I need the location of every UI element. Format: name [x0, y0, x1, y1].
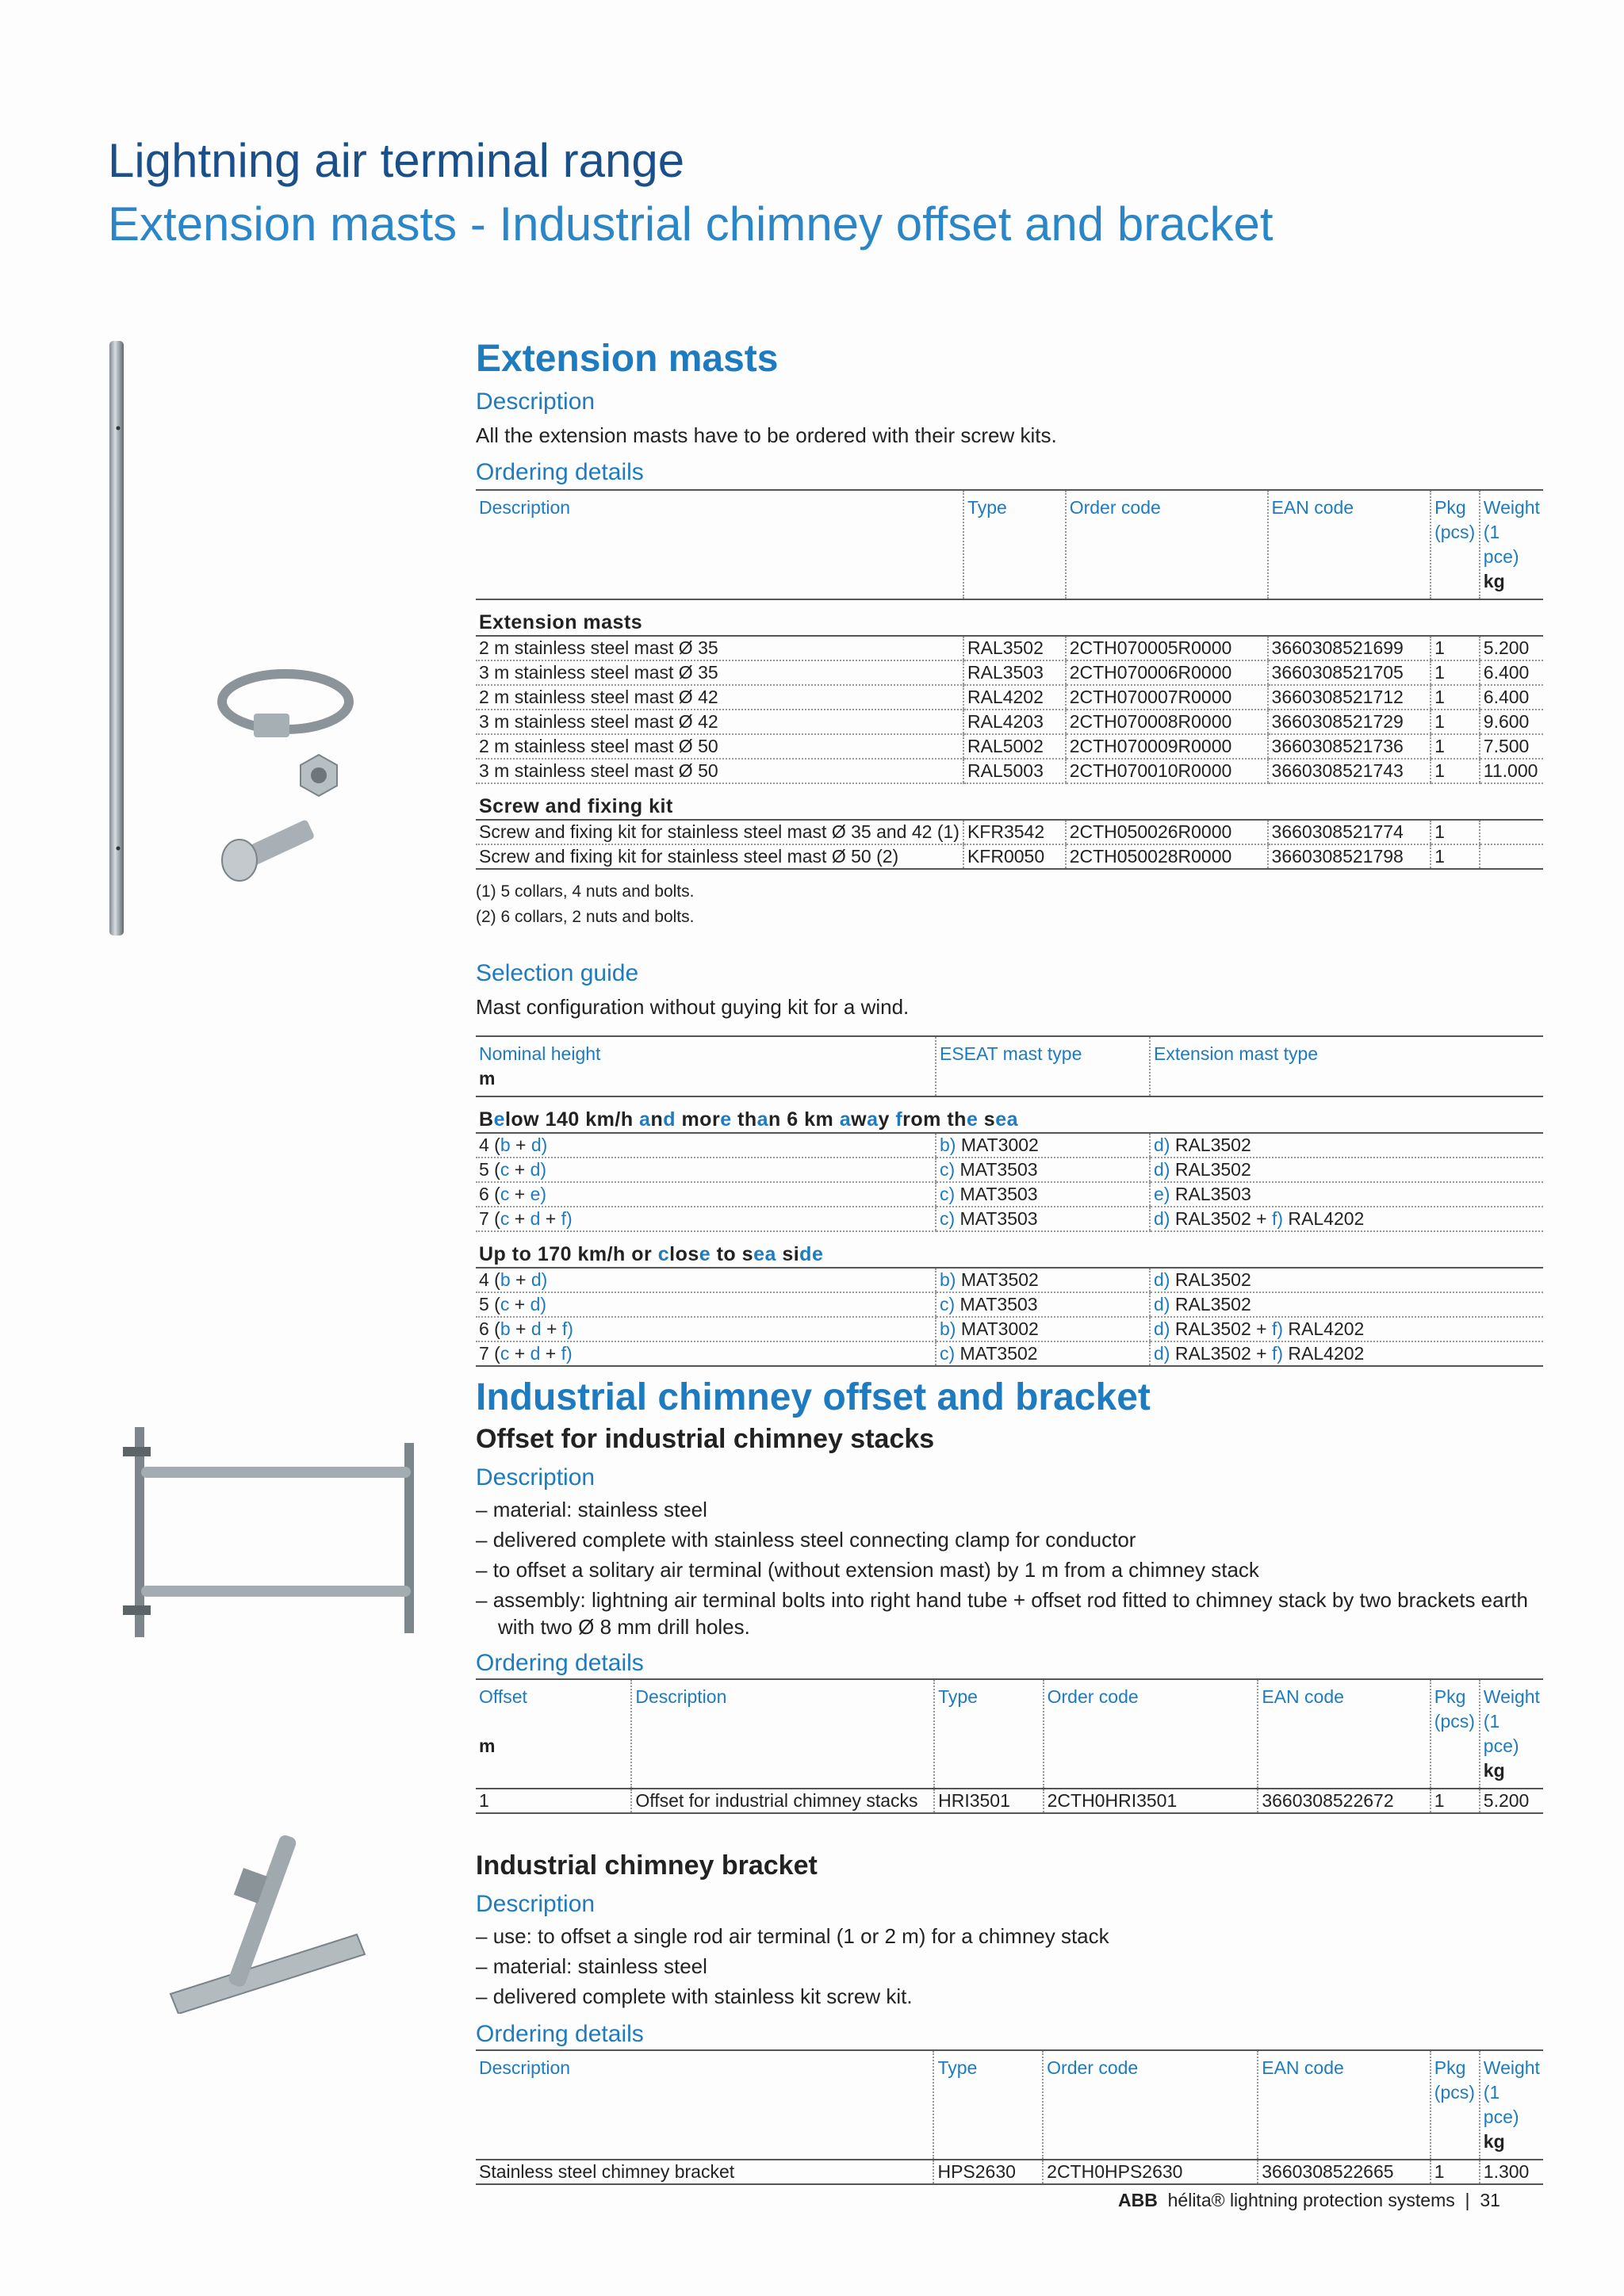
col-order-code: Order code	[1044, 1679, 1258, 1789]
table-cell: 2CTH070005R0000	[1066, 636, 1268, 660]
table-cell: 7.500	[1480, 734, 1543, 759]
selection-guide-heading: Selection guide	[476, 960, 639, 986]
table-cell: c) MAT3502	[936, 1341, 1150, 1366]
col-ean-code: EAN code	[1268, 490, 1431, 599]
bracket-subheading: Industrial chimney bracket	[476, 1850, 818, 1881]
col-description: Description	[479, 497, 571, 518]
table-cell: c) MAT3503	[936, 1182, 1150, 1207]
table-cell: 3660308521798	[1268, 844, 1431, 869]
table-row	[476, 710, 1543, 734]
table-cell: d) RAL3502	[1150, 1158, 1543, 1182]
table-cell: 6 (b + d + f)	[476, 1317, 936, 1341]
extension-masts-heading: Extension masts	[476, 338, 779, 380]
group-title: Up to 170 km/h or close to sea side	[476, 1231, 1543, 1268]
table-cell: 1	[1431, 844, 1480, 869]
footer	[1118, 2190, 1500, 2211]
table-cell: 1	[1431, 759, 1480, 783]
table-row: Stainless steel chimney bracket HPS2630 2CTH0HPS2630 3660308522665 1 1.300	[476, 2160, 1543, 2184]
footer-brand: ABB	[1118, 2190, 1158, 2210]
table-cell: 2 m stainless steel mast Ø 42	[476, 685, 963, 710]
table-cell: d) RAL3502 + f) RAL4202	[1150, 1207, 1543, 1231]
table-cell: KFR3542	[963, 820, 1066, 844]
table-cell: 7 (c + d + f)	[476, 1341, 936, 1366]
table-cell: 3 m stainless steel mast Ø 35	[476, 660, 963, 685]
table-cell: c) MAT3503	[936, 1207, 1150, 1231]
page-title: Lightning air terminal range	[108, 134, 685, 187]
table-cell: 4 (b + d)	[476, 1268, 936, 1292]
table-row	[476, 685, 1543, 710]
col-type: Type	[963, 490, 1066, 599]
col-type: Type	[933, 2050, 1043, 2160]
table-cell: RAL4202	[963, 685, 1066, 710]
clamp-collar-image	[214, 658, 357, 745]
bracket-bullets	[476, 1921, 1543, 2011]
table-cell: 1	[1431, 734, 1480, 759]
col-pkg: Pkg (pcs)	[1431, 2050, 1480, 2160]
table-row	[476, 1317, 1543, 1341]
group-title: Screw and fixing kit	[476, 783, 1543, 820]
table-cell: 1	[1431, 660, 1480, 685]
table-cell: b) MAT3002	[936, 1133, 1150, 1158]
col-description: Description	[631, 1679, 934, 1789]
extension-mast-image	[103, 341, 135, 936]
offset-bullet: – material: stainless steel	[476, 1498, 707, 1521]
table-cell: 9.600	[1480, 710, 1543, 734]
table-cell: 3660308521712	[1268, 685, 1431, 710]
table-row	[476, 1341, 1543, 1366]
group-row	[476, 783, 1543, 820]
ordering-heading: Ordering details	[476, 459, 644, 485]
group-title: Below 140 km/h and more than 6 km away from the sea	[476, 1096, 1543, 1133]
table-cell: 3660308521774	[1268, 820, 1431, 844]
table-cell: 1	[1431, 820, 1480, 844]
col-ean-code: EAN code	[1258, 1679, 1430, 1789]
footer-text: hélita® lightning protection systems	[1167, 2190, 1455, 2210]
table-row	[476, 844, 1543, 869]
table-cell: KFR0050	[963, 844, 1066, 869]
table-row	[476, 636, 1543, 660]
group-row	[476, 1231, 1543, 1268]
col-eseat-type: ESEAT mast type	[936, 1036, 1150, 1096]
col-pkg: Pkg (pcs)	[1431, 1679, 1480, 1789]
footer-separator: |	[1465, 2190, 1470, 2210]
table-cell: c) MAT3503	[936, 1292, 1150, 1317]
description-heading: Description	[476, 388, 596, 415]
table-cell: 6.400	[1480, 660, 1543, 685]
col-order-code: Order code	[1043, 2050, 1258, 2160]
bracket-table	[476, 2049, 1543, 2185]
extension-masts-section	[476, 337, 1543, 1367]
col-type: Type	[934, 1679, 1044, 1789]
table-cell: 3660308521743	[1268, 759, 1431, 783]
table-cell: d) RAL3502	[1150, 1268, 1543, 1292]
table-cell: 2CTH070007R0000	[1066, 685, 1268, 710]
table-cell: 6.400	[1480, 685, 1543, 710]
table-cell: 11.000	[1480, 759, 1543, 783]
table-row: 1 Offset for industrial chimney stacks HRI3501 2CTH0HRI3501 3660308522672 1 5.200	[476, 1789, 1543, 1813]
table-cell: 3 m stainless steel mast Ø 42	[476, 710, 963, 734]
table-cell: 3660308521729	[1268, 710, 1431, 734]
col-weight: Weight (1 pce) kg	[1480, 1679, 1543, 1789]
note-1: (1) 5 collars, 4 nuts and bolts.	[476, 882, 695, 901]
table-cell: 2CTH070008R0000	[1066, 710, 1268, 734]
table-cell: 2CTH070009R0000	[1066, 734, 1268, 759]
group-title: Extension masts	[476, 599, 1543, 636]
col-ean-code: EAN code	[1258, 2050, 1431, 2160]
table-cell: c) MAT3503	[936, 1158, 1150, 1182]
chimney-heading: Industrial chimney offset and bracket	[476, 1376, 1151, 1418]
table-cell: d) RAL3502	[1150, 1292, 1543, 1317]
table-cell: RAL5002	[963, 734, 1066, 759]
page-subtitle: Extension masts - Industrial chimney offset and bracket	[108, 197, 1274, 251]
table-row	[476, 660, 1543, 685]
table-row	[476, 1207, 1543, 1231]
table-cell: 2CTH050028R0000	[1066, 844, 1268, 869]
col-pkg: Pkg (pcs)	[1431, 490, 1480, 599]
table-cell: Screw and fixing kit for stainless steel mast Ø 35 and 42 (1)	[476, 820, 963, 844]
chimney-section	[476, 1376, 1543, 2185]
table-cell: 2 m stainless steel mast Ø 35	[476, 636, 963, 660]
offset-bullet: – delivered complete with stainless steel connecting clamp for conductor	[476, 1528, 1136, 1552]
table-cell: 2CTH070006R0000	[1066, 660, 1268, 685]
table-cell	[1480, 820, 1543, 844]
bracket-ordering-heading: Ordering details	[476, 2021, 644, 2047]
table-cell: 3660308521699	[1268, 636, 1431, 660]
note-2: (2) 6 collars, 2 nuts and bolts.	[476, 908, 695, 926]
bracket-bullet: – delivered complete with stainless kit screw kit.	[476, 1984, 913, 2008]
col-extension-type: Extension mast type	[1150, 1036, 1543, 1096]
selection-guide-table	[476, 1035, 1543, 1367]
table-cell: RAL3502	[963, 636, 1066, 660]
col-offset: Offset m	[479, 1686, 527, 1756]
table-row	[476, 1182, 1543, 1207]
chimney-bracket-image	[159, 1823, 373, 2014]
bracket-description-heading: Description	[476, 1891, 596, 1917]
table-cell: 1	[1431, 636, 1480, 660]
table-cell: 5.200	[1480, 636, 1543, 660]
table-cell: RAL3503	[963, 660, 1066, 685]
bolt-image	[216, 809, 319, 884]
table-cell: 2 m stainless steel mast Ø 50	[476, 734, 963, 759]
offset-table	[476, 1678, 1543, 1814]
table-cell: d) RAL3502 + f) RAL4202	[1150, 1317, 1543, 1341]
offset-ordering-heading: Ordering details	[476, 1650, 644, 1676]
table-cell: 6 (c + e)	[476, 1182, 936, 1207]
table-row	[476, 820, 1543, 844]
group-row	[476, 1096, 1543, 1133]
table-cell: 3 m stainless steel mast Ø 50	[476, 759, 963, 783]
table-row	[476, 1292, 1543, 1317]
table-row	[476, 759, 1543, 783]
nut-image	[295, 752, 343, 799]
group-row	[476, 599, 1543, 636]
table-cell: d) RAL3502	[1150, 1133, 1543, 1158]
table-cell: b) MAT3002	[936, 1317, 1150, 1341]
table-cell: e) RAL3503	[1150, 1182, 1543, 1207]
table-cell: 7 (c + d + f)	[476, 1207, 936, 1231]
col-order-code: Order code	[1066, 490, 1268, 599]
bracket-bullet: – material: stainless steel	[476, 1954, 707, 1978]
chimney-offset-image	[119, 1419, 428, 1641]
table-cell: 3660308521705	[1268, 660, 1431, 685]
selection-guide-text: Mast configuration without guying kit for a wind.	[476, 995, 910, 1019]
description-text: All the extension masts have to be ordered with their screw kits.	[476, 423, 1057, 447]
col-weight: Weight (1 pce) kg	[1480, 2050, 1543, 2160]
offset-subheading: Offset for industrial chimney stacks	[476, 1424, 935, 1454]
table-cell: 5 (c + d)	[476, 1292, 936, 1317]
page-number: 31	[1480, 2190, 1500, 2210]
table-row	[476, 734, 1543, 759]
table-cell: 1	[1431, 685, 1480, 710]
col-description: Description	[479, 2057, 571, 2078]
table-cell	[1480, 844, 1543, 869]
bracket-bullet: – use: to offset a single rod air terminal (1 or 2 m) for a chimney stack	[476, 1924, 1109, 1948]
table-row	[476, 1158, 1543, 1182]
col-weight: Weight (1 pce) kg	[1480, 490, 1543, 599]
table-cell: 5 (c + d)	[476, 1158, 936, 1182]
table-cell: b) MAT3502	[936, 1268, 1150, 1292]
table-cell: RAL5003	[963, 759, 1066, 783]
table-row	[476, 1268, 1543, 1292]
table-cell: RAL4203	[963, 710, 1066, 734]
offset-bullets	[476, 1494, 1543, 1640]
offset-bullet: – assembly: lightning air terminal bolts into right hand tube + offset rod fitted to chimney stack by two brackets earth with two Ø 8 mm drill holes.	[476, 1588, 1528, 1639]
table-cell: d) RAL3502 + f) RAL4202	[1150, 1341, 1543, 1366]
offset-description-heading: Description	[476, 1464, 596, 1490]
table-cell: 3660308521736	[1268, 734, 1431, 759]
extension-masts-table	[476, 489, 1543, 870]
table-row	[476, 1133, 1543, 1158]
col-nominal-height: Nominal height m	[479, 1043, 601, 1089]
table-cell: 1	[1431, 710, 1480, 734]
table-cell: 2CTH050026R0000	[1066, 820, 1268, 844]
table-cell: 4 (b + d)	[476, 1133, 936, 1158]
table-cell: Screw and fixing kit for stainless steel mast Ø 50 (2)	[476, 844, 963, 869]
table-cell: 2CTH070010R0000	[1066, 759, 1268, 783]
offset-bullet: – to offset a solitary air terminal (without extension mast) by 1 m from a chimney stack	[476, 1558, 1259, 1582]
